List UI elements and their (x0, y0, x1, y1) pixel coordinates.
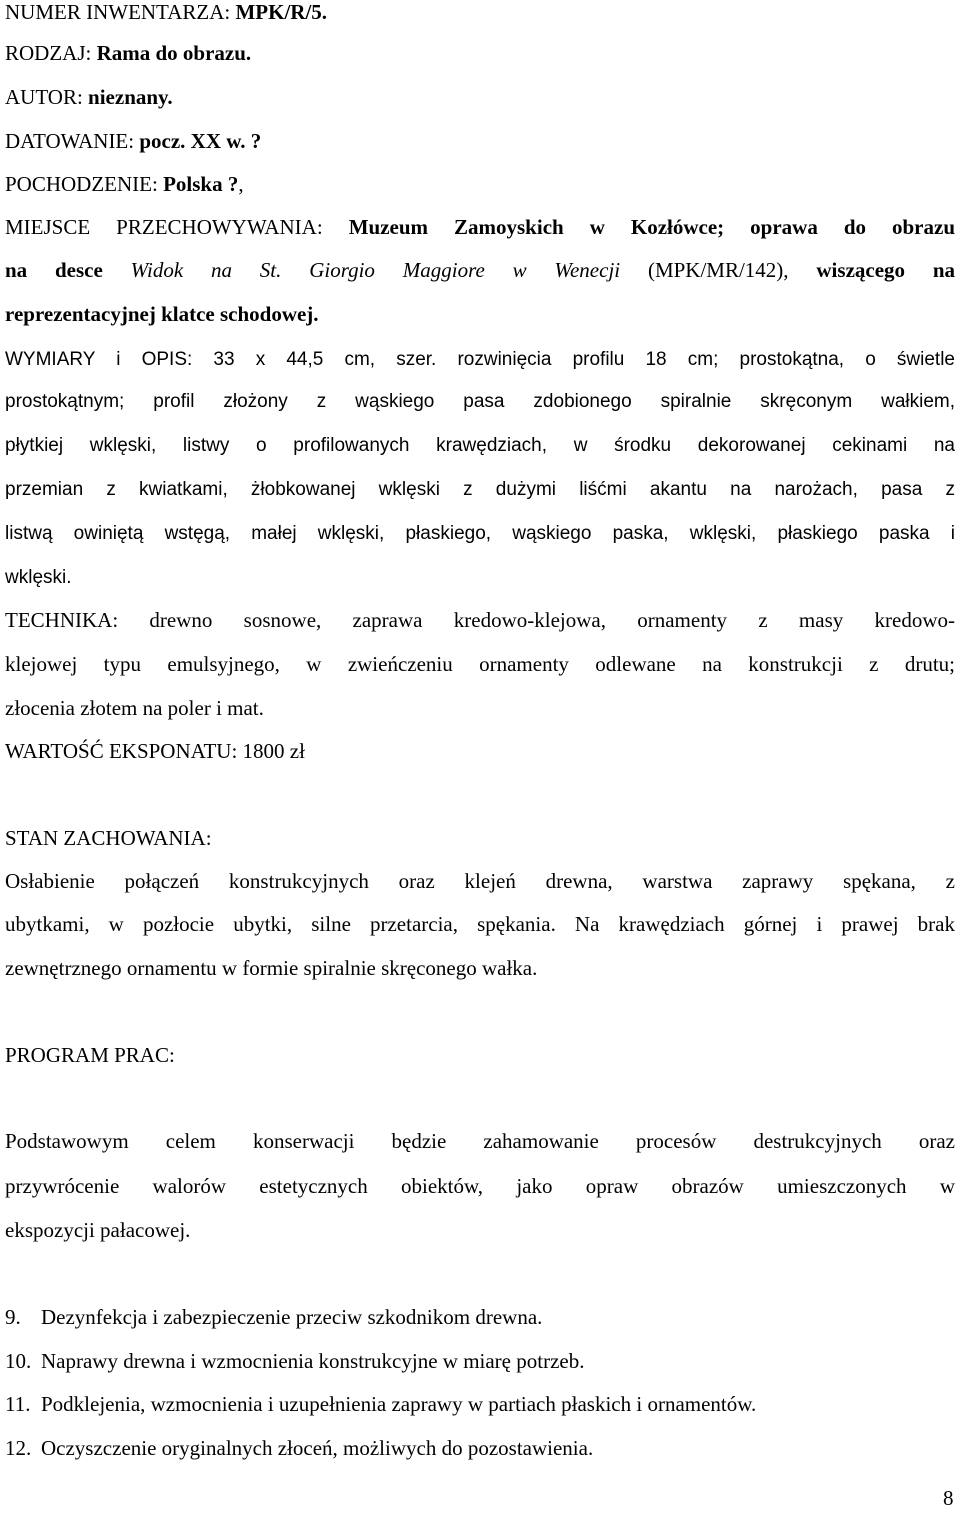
list-item (5, 1389, 756, 1419)
list-item-number: 11. (5, 1392, 31, 1416)
list-item (5, 1302, 542, 1332)
author-label: AUTOR: (5, 85, 83, 109)
inventory-line (5, 0, 327, 27)
location-line-2 (5, 255, 955, 285)
list-item (5, 1433, 593, 1463)
dimensions-line-4: przemian z kwiatkami, żłobkowanej wklęski z dużymi liśćmi akantu na narożach, pasa z (5, 479, 955, 500)
program-line-1: Podstawowym celem konserwacji będzie zahamowanie procesów destrukcyjnych oraz (5, 1129, 955, 1153)
inventory-value: MPK/R/5. (235, 0, 328, 24)
list-item-number: 9. (5, 1305, 21, 1329)
dimensions-line-2: prostokątnym; profil złożony z wąskiego pasa zdobionego spiralnie skręconym wałkiem, (5, 391, 955, 412)
condition-line-1: Osłabienie połączeń konstrukcyjnych oraz klejeń drewna, warstwa zaprawy spękana, z (5, 869, 955, 893)
condition-line-2: ubytkami, w pozłocie ubytki, silne przetarcia, spękania. Na krawędziach górnej i prawej brak (5, 912, 955, 936)
dimensions-text-1: rozwinięcia profilu 18 cm; prostokątna, o świetle (457, 349, 956, 370)
dimensions-line-6: wklęski. (5, 567, 72, 588)
technique-line-3: złocenia złotem na poler i mat. (5, 696, 264, 720)
author-value: nieznany. (88, 85, 173, 109)
list-item-number: 12. (5, 1436, 32, 1460)
dimensions-label: WYMIARY i OPIS: 33 x 44,5 cm, szer. (5, 349, 437, 370)
painting-title: Widok na St. Giorgio Maggiore w Wenecji (130, 258, 621, 282)
list-item-text: Naprawy drewna i wzmocnienia konstrukcyjne w miarę potrzeb. (41, 1349, 585, 1373)
list-item-text: Dezynfekcja i zabezpieczenie przeciw szkodnikom drewna. (41, 1305, 543, 1329)
condition-line-3: zewnętrznego ornamentu w formie spiralnie skręconego wałka. (5, 956, 538, 980)
page-number: 8 (943, 1486, 954, 1510)
location-value-2a: na desce (5, 258, 103, 282)
program-heading: PROGRAM PRAC: (5, 1043, 175, 1067)
type-line (5, 38, 251, 68)
program-line-3: ekspozycji pałacowej. (5, 1218, 191, 1242)
dating-line (5, 126, 261, 156)
origin-value: Polska ? (163, 172, 239, 196)
technique-line-2: klejowej typu emulsyjnego, w zwieńczeniu ornamenty odlewane na konstrukcji z drutu; (5, 652, 955, 676)
dimensions-line-5: listwą owiniętą wstęgą, małej wklęski, płaskiego, wąskiego paska, wklęski, płaskiego paska i (5, 523, 955, 544)
painting-inventory: (MPK/MR/142), (647, 258, 789, 282)
type-value: Rama do obrazu. (96, 41, 252, 65)
program-line-2: przywrócenie walorów estetycznych obiektów, jako opraw obrazów umieszczonych w (5, 1174, 955, 1198)
list-item-number: 10. (5, 1349, 32, 1373)
list-item-text: Podklejenia, wzmocnienia i uzupełnienia zaprawy w partiach płaskich i ornamentów. (41, 1392, 757, 1416)
dimensions-line-3: płytkiej wklęski, listwy o profilowanych krawędziach, w środku dekorowanej cekinami na (5, 435, 955, 456)
origin-suffix: , (238, 172, 244, 196)
origin-line (5, 169, 244, 199)
location-value-3: reprezentacyjnej klatce schodowej. (5, 302, 319, 326)
origin-label: POCHODZENIE: (5, 172, 158, 196)
condition-heading: STAN ZACHOWANIA: (5, 826, 212, 850)
dimensions-line-1 (5, 343, 955, 375)
location-value-1: Muzeum Zamoyskich w Kozłówce; oprawa do obrazu (348, 215, 955, 239)
type-label: RODZAJ: (5, 41, 92, 65)
dating-label: DATOWANIE: (5, 129, 135, 153)
list-item-text: Oczyszczenie oryginalnych złoceń, możliwych do pozostawienia. (41, 1436, 594, 1460)
dating-value: pocz. XX w. ? (139, 129, 262, 153)
value-line: WARTOŚĆ EKSPONATU: 1800 zł (5, 739, 305, 763)
location-label: MIEJSCE PRZECHOWYWANIA: (5, 215, 323, 239)
technique-line-1: TECHNIKA: drewno sosnowe, zaprawa kredowo-klejowa, ornamenty z masy kredowo- (5, 608, 955, 632)
location-line-1 (5, 212, 955, 242)
location-line-3 (5, 299, 319, 329)
author-line (5, 82, 173, 112)
location-value-2d: wiszącego na (816, 258, 956, 282)
inventory-label: NUMER INWENTARZA: (5, 0, 231, 24)
list-item (5, 1346, 584, 1376)
